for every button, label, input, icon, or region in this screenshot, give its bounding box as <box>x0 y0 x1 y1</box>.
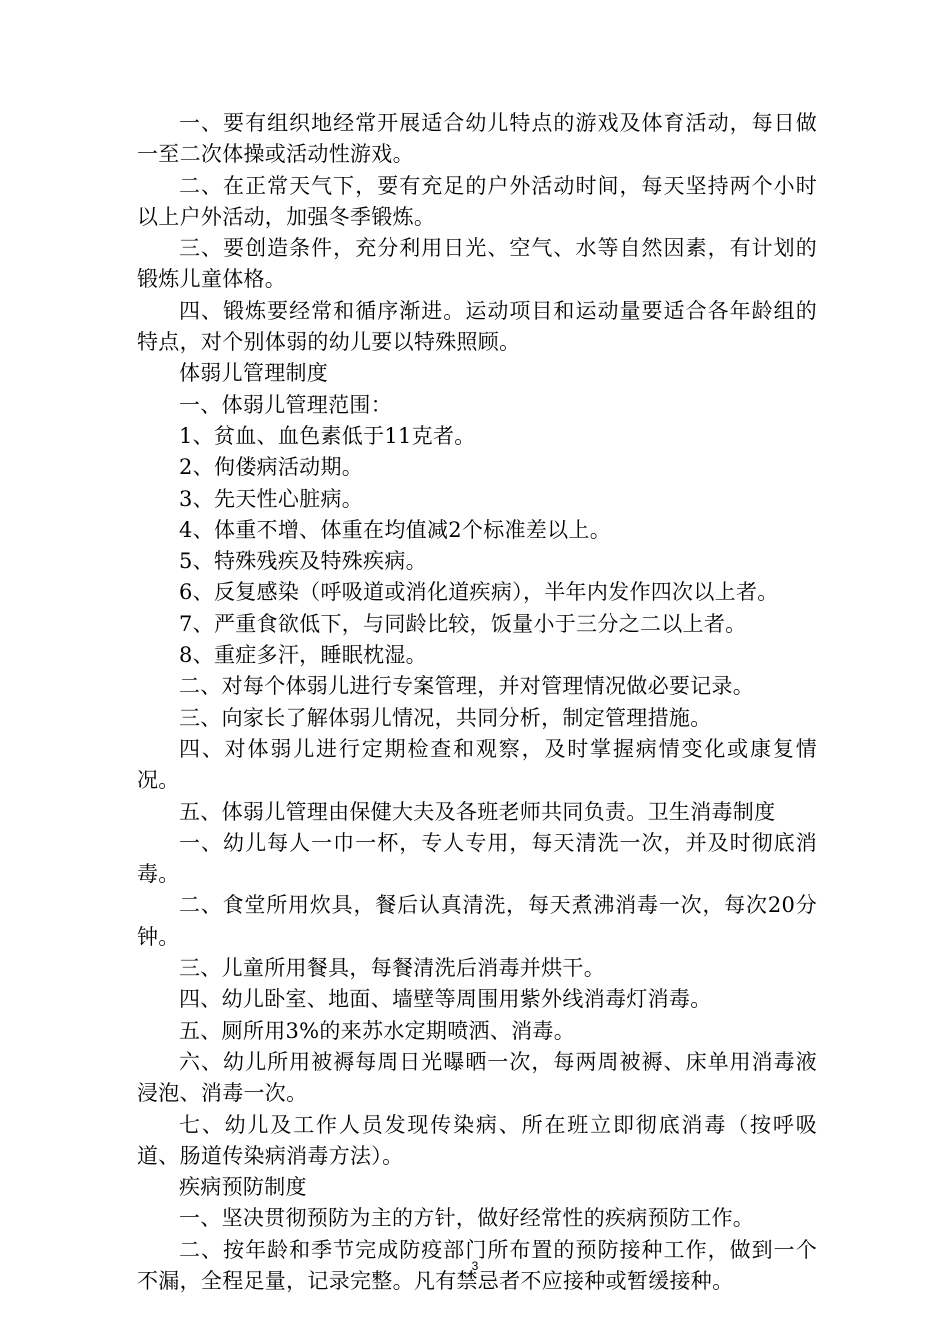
paragraph: 二、在正常天气下，要有充足的户外活动时间，每天坚持两个小时以上户外活动，加强冬季锻炼。 <box>137 173 817 229</box>
paragraph: 四、对体弱儿进行定期检查和观察，及时掌握病情变化或康复情况。 <box>137 736 817 793</box>
paragraph: 五、体弱儿管理由保健大夫及各班老师共同负责。卫生消毒制度 <box>179 799 776 824</box>
paragraph: 二、食堂所用炊具，餐后认真清洗，每天煮沸消毒一次，每次20分钟。 <box>137 893 817 949</box>
list-item: 8、重症多汗，睡眠枕湿。 <box>179 643 427 668</box>
paragraph: 六、幼儿所用被褥每周日光曝晒一次，每两周被褥、床单用消毒液浸泡、消毒一次。 <box>137 1049 817 1106</box>
section-heading: 体弱儿管理制度 <box>179 361 329 386</box>
document-body <box>137 108 817 1297</box>
paragraph: 二、按年龄和季节完成防疫部门所布置的预防接种工作，做到一个不漏，全程足量，记录完整。凡有禁忌者不应接种或暂缓接种。 <box>137 1237 817 1293</box>
list-item: 4、体重不增、体重在均值减2个标准差以上。 <box>179 517 612 542</box>
paragraph: 四、幼儿卧室、地面、墙壁等周围用紫外线消毒灯消毒。 <box>179 987 712 1012</box>
paragraph: 三、儿童所用餐具，每餐清洗后消毒并烘干。 <box>179 956 605 981</box>
paragraph: 三、向家长了解体弱儿情况，共同分析，制定管理措施。 <box>179 705 712 730</box>
paragraph: 三、要创造条件，充分利用日光、空气、水等自然因素，有计划的锻炼儿童体格。 <box>137 236 817 292</box>
section-heading: 疾病预防制度 <box>179 1175 307 1200</box>
paragraph: 二、对每个体弱儿进行专案管理，并对管理情况做必要记录。 <box>179 674 755 699</box>
page-number: 3 <box>471 1259 479 1273</box>
list-item: 6、反复感染（呼吸道或消化道疾病），半年内发作四次以上者。 <box>179 580 779 605</box>
paragraph: 一、体弱儿管理范围： <box>179 392 392 417</box>
list-item: 5、特殊残疾及特殊疾病。 <box>179 549 427 574</box>
list-item: 3、先天性心脏病。 <box>179 486 364 511</box>
paragraph: 一、幼儿每人一巾一杯，专人专用，每天清洗一次，并及时彻底消毒。 <box>137 830 817 887</box>
paragraph: 五、厕所用3%的来苏水定期喷洒、消毒。 <box>179 1018 576 1043</box>
list-item: 1、贫血、血色素低于11克者。 <box>179 423 476 448</box>
list-item: 7、严重食欲低下，与同龄比较，饭量小于三分之二以上者。 <box>179 611 747 636</box>
paragraph: 一、坚决贯彻预防为主的方针，做好经常性的疾病预防工作。 <box>179 1206 755 1231</box>
paragraph: 四、锻炼要经常和循序渐进。运动项目和运动量要适合各年龄组的特点，对个别体弱的幼儿要以特殊照顾。 <box>137 298 817 355</box>
paragraph: 一、要有组织地经常开展适合幼儿特点的游戏及体育活动，每日做一至二次体操或活动性游戏。 <box>137 111 817 167</box>
paragraph: 七、幼儿及工作人员发现传染病、所在班立即彻底消毒（按呼吸道、肠道传染病消毒方法）。 <box>137 1112 817 1168</box>
list-item: 2、佝偻病活动期。 <box>179 455 364 480</box>
